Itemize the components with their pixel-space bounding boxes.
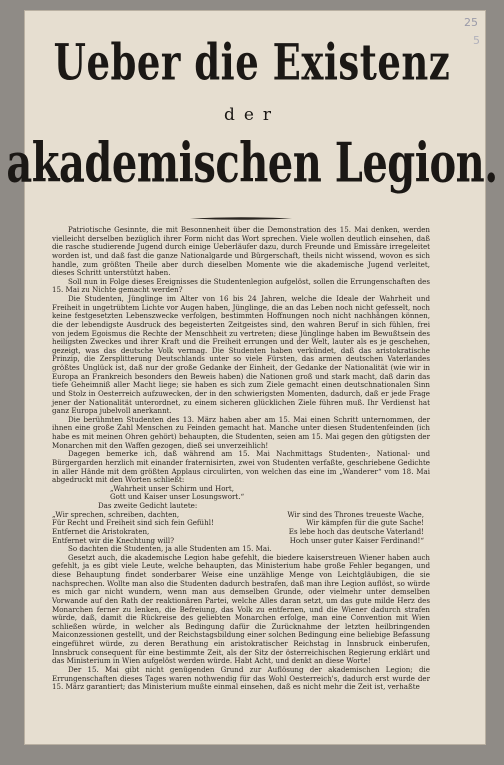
poem-line: Es lebe hoch das deutsche Vaterland! — [288, 526, 424, 536]
poem-line: Hoch unser guter Kaiser Ferdinand!“ — [289, 535, 424, 545]
poem-columns — [52, 511, 430, 546]
page-number-annotation: 25 — [464, 16, 478, 29]
title-line-1: Ueber die Existenz — [53, 32, 451, 92]
ornamental-rule — [190, 216, 292, 219]
poem-line: Wir sind des Thrones treueste Wache, — [287, 509, 424, 519]
poem-right-column — [238, 511, 430, 546]
quote-line: Gott und Kaiser unser Losungswort.“ — [110, 492, 245, 502]
paragraph-5: Dagegen bemerke ich, daß während am 15. Mai Nachmittags Studenten-, National- und Bürgergarden herzlich mit einander fraternisirten, zwei von Studenten verfaßte, geschriebene Gedichte in aller Hände mit dem größten Applaus circulirten, von welchen das eine im „Wanderer“ vom 18. Mai abgedruckt mit den Worten schließt: — [52, 449, 430, 485]
paragraph-7: Gesetzt auch, die akademische Legion habe gefehlt, die biedere kaiserstreuen Wiener haben auch gefehlt, ja es gibt viele Leute, welche behaupten, das Ministerium habe große Fehler begangen, und diese Behauptung findet sonderbarer Weise eine unzählige Menge von Leichtgläubigen, die sie nachsprechen. Wollte man also die Studenten dadurch bestrafen, daß man ihre Legion auflöst, so würde es mich gar nicht wundern, wenn man aus demselben Grunde, oder vielmehr unter demselben Vorwande auf den Rath der reaktionären Partei, welche Alles daran setzt, um das gute milde Herz des Monarchen ferner zu lenken, die Befreiung, das Volk zu entfernen, und die Wiener dadurch strafen würde, daß, damit die Rückreise des geliebten Monarchen erfolge, man eine Convention mit Wien schließen würde, in welcher als Bedingung dafür die Zurücknahme der letzten heilbringenden Maiconzessionen gestellt, und der Reichstagsbildung einer solchen Bedingung eine beliebige Befassung eingeführet würde, zu deren Berathung ein aristokratischer Reichstag in Innsbruck einberufen, Innsbruck consequent für eine bestimmte Zeit, als der Sitz der österreichischen Regierung erklärt und das Ministerium in Wien aufgelöst werden würde. Habt Acht, und denkt an diese Worte! — [52, 552, 430, 666]
quote-line: „Wahrheit unser Schirm und Hort, — [110, 483, 234, 493]
paragraph-8: Der 15. Mai gibt nicht genügenden Grund zur Auflösung der akademischen Legion; die Errungenschaften dieses Tages waren nothwendig für das Wohl Oesterreich's, dadurch erst wurde der 15. März garantiert; das Ministerium mußte einmal einsehen, daß es nicht mehr die Zeit ist, verhaßte — [52, 664, 430, 692]
poem-left-column — [52, 511, 238, 546]
poem-line: Wir kämpfen für die gute Sache! — [306, 518, 424, 528]
poem-line: Entfernet wir die Knechtung will? — [52, 535, 175, 545]
poem-line: Entfernet die Aristokraten, — [52, 526, 150, 536]
title-line-2: der — [223, 105, 281, 125]
paragraph-1: Patriotische Gesinnte, die mit Besonnenheit über die Demonstration des 15. Mai denken, werden vielleicht derselben bezüglich ihrer Form nicht das Wort sprechen. Viele wollen deutlich einsehen, daß die rasche studierende Jugend durch einige Ueberläufer dazu, durch Freunde und Emissäre irregeleitet worden ist, und daß fast die ganze Nationalgarde und Bürgerschaft, theils nicht wissend, wovon es sich handle, zum größten Theile aber durch dieselben Momente wie die akademische Jugend verleitet, dieses Schritt unterstützt haben. — [52, 225, 430, 278]
paragraph-3: Die Studenten, Jünglinge im Alter von 16 bis 24 Jahren, welche die Ideale der Wahrheit und Freiheit in ungetrübtem Lichte vor Augen haben, Jünglinge, die an das Leben noch nicht gefesselt, noch keine festgesetzten Lebenszwecke verfolgen, bestimmten Hoffnungen noch nicht nachhängen können, die der lebendigste Ausdruck des begeisterten Zeitgeistes sind, den wahren Beruf in sich fühlen, frei von jedem Egoismus die Rechte der Menschheit zu vertreten; diese Jünglinge haben im Bewußtsein des heiligsten Zweckes und ihrer Kraft und die Freiheit errungen und der Welt, lauter als es je geschehen, gezeigt, was das deutsche Volk vermag. Die Studenten haben verkündet, daß das aristokratische Prinzip, die Zersplitterung Deutschlands unter so viele Fürsten, das armen deutschen Vaterlandes größtes Unglück ist, daß nur der große Gedanke der Einheit, der Gedanke der Nationalität (wie wir in Europa an Frankreich besonders den Beweis haben) die Nationen groß und stark macht, daß darin das tiefe Geheimniß aller Macht liege; sie haben es sich zum Ziele gemacht einen deutschnationalen Sinn und Stolz in Oesterreich aufzuwecken, der in den schwierigsten Momenten, dadurch, daß er jede Frage jener der Nationalität unterordnet, zu einem sicheren glücklichen Ziele führen muß. Ihr Verdienst hat ganz Europa jubelvoll anerkannt. — [52, 294, 430, 416]
paragraph-2: Soll nun in Folge dieses Ereignisses die Studentenlegion aufgelöst, sollen die Errungenschaften des 15. Mai zu Nichte gemacht werden? — [52, 276, 430, 295]
side-number-annotation: 5 — [473, 34, 480, 47]
paragraph-6: So dachten die Studenten, ja alle Studenten am 15. Mai. — [68, 544, 272, 554]
title-line-3: akademischen Legion. — [6, 131, 498, 196]
article-body — [52, 226, 430, 692]
quote-intro: Das zweite Gedicht lautete: — [98, 501, 198, 510]
poem-line: „Wir sprechen, schreiben, dachten, — [52, 509, 180, 519]
paragraph-4: Die berühmten Studenten des 13. März haben aber am 15. Mai einen Schritt unternommen, der ihnen eine große Zahl Menschen zu Feinden gemacht hat. Manche unter diesen Studentenfeinden (ich habe es mit meinen Ohren gehört) behaupten, die Studenten, seien am 15. Mai gegen den gütigsten der Monarchen mit den Waffen gezogen, dieß sei unverzeihlich! — [52, 414, 430, 450]
poem-line: Für Recht und Freiheit sind sich fein Gefühl! — [52, 518, 214, 528]
